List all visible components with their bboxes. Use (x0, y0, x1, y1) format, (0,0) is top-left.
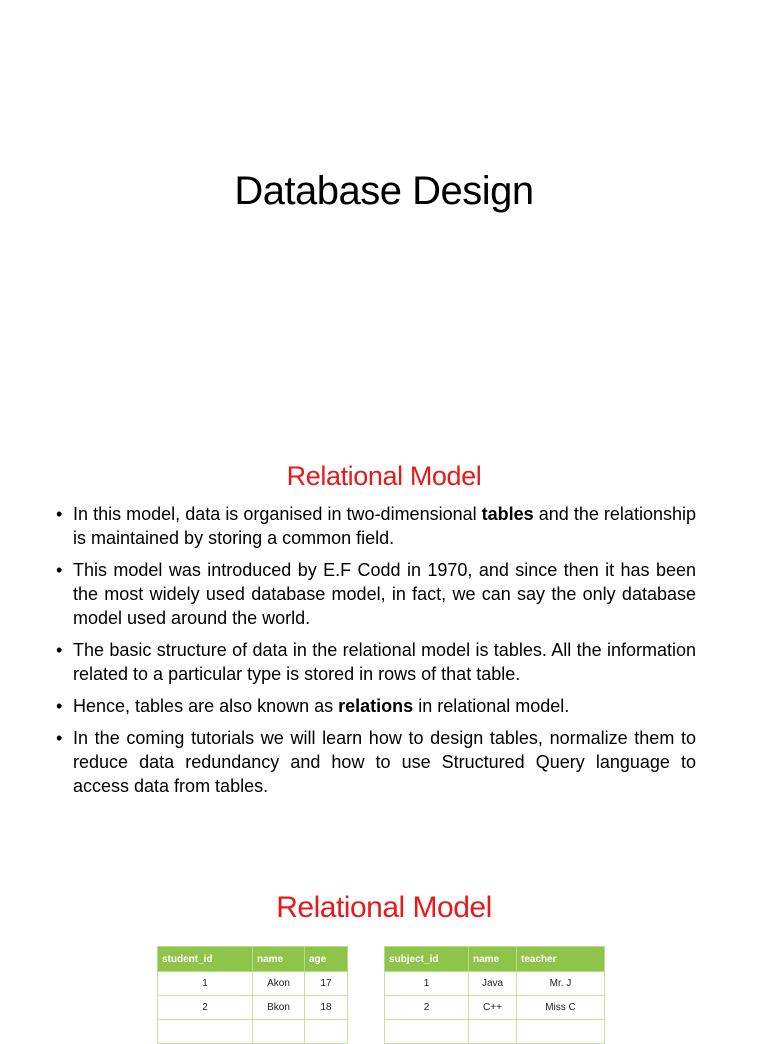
section-heading-relational-model-2: Relational Model (276, 891, 492, 924)
table-header-row (385, 947, 605, 972)
table-cell (385, 1020, 469, 1044)
bullet-list (56, 502, 696, 806)
bullet-item: • In this model, data is organised in two-dimensional tables and the relationship is maintained by storing a common field. (56, 504, 696, 548)
table-cell: 17 (305, 972, 348, 996)
table-header-row (158, 947, 348, 972)
table-cell: 2 (158, 996, 253, 1020)
table-cell (305, 1020, 348, 1044)
table-cell: 2 (385, 996, 469, 1020)
column-header: teacher (517, 947, 605, 972)
column-header: student_id (158, 947, 253, 972)
column-header: age (305, 947, 348, 972)
bullet-item: • Hence, tables are also known as relations in relational model. (56, 696, 570, 716)
bullet-icon: • (56, 560, 63, 580)
table-cell: 18 (305, 996, 348, 1020)
table-cell: Java (469, 972, 517, 996)
table-cell: Mr. J (517, 972, 605, 996)
column-header: subject_id (385, 947, 469, 972)
table-cell: Bkon (253, 996, 305, 1020)
bullet-icon: • (56, 728, 63, 748)
column-header: name (253, 947, 305, 972)
bullet-icon: • (56, 696, 63, 716)
table-cell (517, 1020, 605, 1044)
table-row (158, 996, 348, 1020)
table-row (385, 1020, 605, 1044)
table-cell: C++ (469, 996, 517, 1020)
bullet-item: • This model was introduced by E.F Codd in 1970, and since then it has been the most widely used database model, in fact, we can say the only database model used around the world. (56, 560, 696, 628)
section-heading-relational-model: Relational Model (286, 461, 482, 491)
subject-table (384, 946, 605, 1044)
table-cell (253, 1020, 305, 1044)
student-table (157, 946, 348, 1044)
bullet-item: • The basic structure of data in the relational model is tables. All the information related to a particular type is stored in rows of that table. (56, 640, 696, 684)
table-row (158, 972, 348, 996)
table-cell: 1 (158, 972, 253, 996)
table-cell (469, 1020, 517, 1044)
table-row (158, 1020, 348, 1044)
slide-title: Database Design (234, 169, 534, 213)
table-cell: Akon (253, 972, 305, 996)
bullet-icon: • (56, 504, 63, 524)
table-cell: Miss C (517, 996, 605, 1020)
table-row (385, 972, 605, 996)
column-header: name (469, 947, 517, 972)
table-cell: 1 (385, 972, 469, 996)
bullet-icon: • (56, 640, 63, 660)
bullet-item: • In the coming tutorials we will learn how to design tables, normalize them to reduce data redundancy and how to use Structured Query language to access data from tables. (56, 728, 696, 796)
table-row (385, 996, 605, 1020)
table-cell (158, 1020, 253, 1044)
